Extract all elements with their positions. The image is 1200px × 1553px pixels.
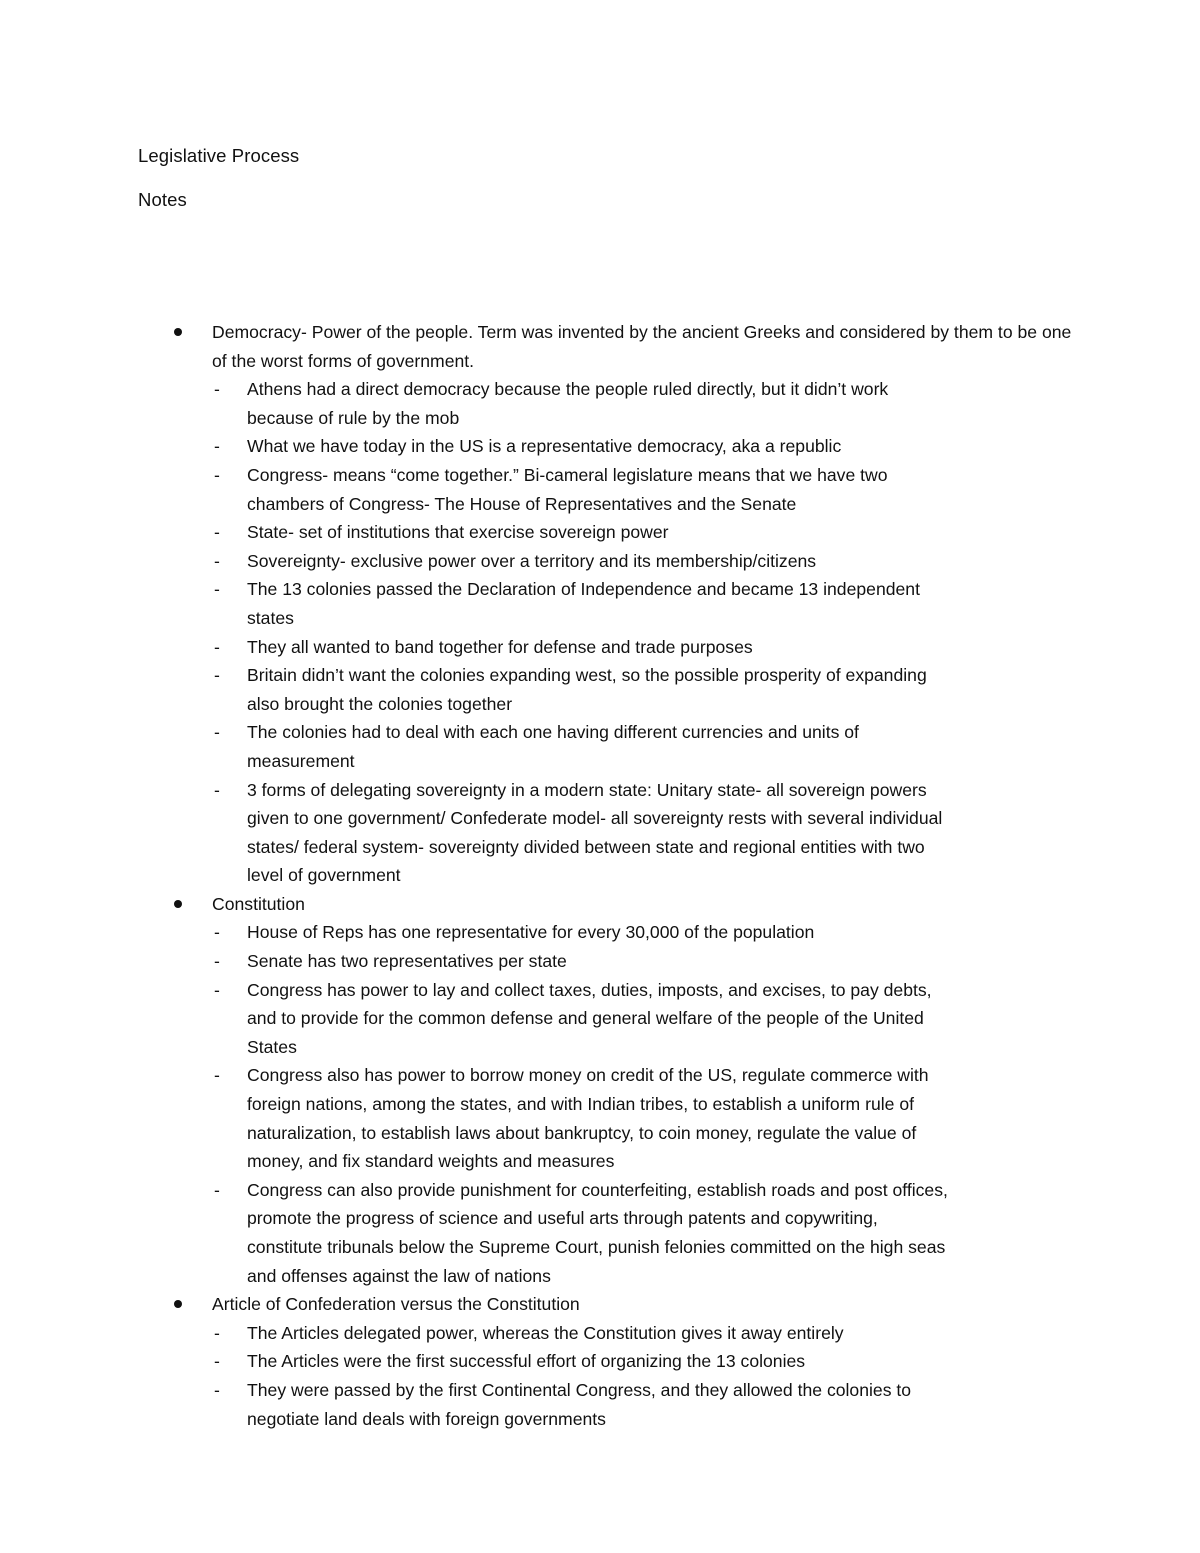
dash-marker: - xyxy=(214,979,220,1000)
dash-marker: - xyxy=(214,379,220,400)
bullet-dot-icon xyxy=(174,328,182,336)
sub-list-item xyxy=(0,776,1080,890)
sub-list-item xyxy=(0,547,1080,576)
document-title: Legislative Process xyxy=(138,145,300,166)
sub-list-item xyxy=(0,518,1080,547)
sub-item-text: House of Reps has one representative for every 30,000 of the population xyxy=(247,922,815,943)
sub-list xyxy=(212,918,1080,1290)
sub-item-text: Congress also has power to borrow money on credit of the US, regulate commerce with foreign nations, among the states, and with Indian tribes, to establish a uniform rule of naturalization, to establish laws about bankruptcy, to coin money, regulate the value of money, and fix standard weights and measures xyxy=(247,1065,929,1172)
sub-list-item xyxy=(0,976,1080,1062)
dash-marker: - xyxy=(214,464,220,485)
sub-item-text: What we have today in the US is a representative democracy, aka a republic xyxy=(247,436,842,457)
bullet-dot-icon xyxy=(174,900,182,908)
bullet-heading: Article of Confederation versus the Constitution xyxy=(212,1294,580,1315)
sub-item-text: 3 forms of delegating sovereignty in a modern state: Unitary state- all sovereign powers given to one government/ Confederate model- all sovereignty rests with several individual states/ federal system- sovereignty divided between state and regional entities with two level of government xyxy=(247,779,943,886)
sub-list xyxy=(212,1319,1080,1433)
notes-list xyxy=(0,318,1200,1433)
sub-item-text: The 13 colonies passed the Declaration of Independence and became 13 independent states xyxy=(247,579,920,628)
dash-marker: - xyxy=(214,1351,220,1372)
sub-list xyxy=(212,375,1080,890)
sub-item-text: Congress has power to lay and collect taxes, duties, imposts, and excises, to pay debts, and to provide for the common defense and general welfare of the people of the United States xyxy=(247,979,932,1057)
sub-item-text: Sovereignty- exclusive power over a territory and its membership/citizens xyxy=(247,550,817,571)
dash-marker: - xyxy=(214,1179,220,1200)
sub-list-item xyxy=(0,1347,1080,1376)
sub-item-text: The Articles were the first successful effort of organizing the 13 colonies xyxy=(247,1351,806,1372)
bullet-heading: Democracy- Power of the people. Term was invented by the ancient Greeks and considered by them to be one of the worst forms of government. xyxy=(212,322,1072,371)
sub-item-text: The Articles delegated power, whereas the Constitution gives it away entirely xyxy=(247,1322,844,1343)
bullet-item xyxy=(0,1290,1200,1433)
dash-marker: - xyxy=(214,579,220,600)
dash-marker: - xyxy=(214,665,220,686)
sub-list-item xyxy=(0,947,1080,976)
dash-marker: - xyxy=(214,951,220,972)
dash-marker: - xyxy=(214,779,220,800)
sub-item-text: State- set of institutions that exercise sovereign power xyxy=(247,522,669,543)
sub-item-text: Congress- means “come together.” Bi-cameral legislature means that we have two chambers of Congress- The House of Representatives and the Senate xyxy=(247,464,888,514)
sub-item-text: Britain didn’t want the colonies expanding west, so the possible prosperity of expanding also brought the colonies together xyxy=(247,665,927,714)
sub-list-item xyxy=(0,1376,1080,1433)
sub-item-text: Senate has two representatives per state xyxy=(247,951,567,972)
sub-list-item xyxy=(0,718,1080,775)
sub-list-item xyxy=(0,1176,1080,1290)
dash-marker: - xyxy=(214,522,220,543)
dash-marker: - xyxy=(214,436,220,457)
sub-list-item xyxy=(0,575,1080,632)
sub-item-text: They were passed by the first Continental Congress, and they allowed the colonies to negotiate land deals with foreign governments xyxy=(247,1379,912,1429)
sub-list-item xyxy=(0,633,1080,662)
dash-marker: - xyxy=(214,1065,220,1086)
dash-marker: - xyxy=(214,636,220,657)
sub-list-item xyxy=(0,1319,1080,1348)
sub-list-item xyxy=(0,375,1080,432)
sub-list-item xyxy=(0,432,1080,461)
dash-marker: - xyxy=(214,922,220,943)
sub-list-item xyxy=(0,661,1080,718)
dash-marker: - xyxy=(214,1379,220,1400)
dash-marker: - xyxy=(214,722,220,743)
bullet-dot-icon xyxy=(174,1300,182,1308)
sub-item-text: They all wanted to band together for defense and trade purposes xyxy=(247,636,753,657)
dash-marker: - xyxy=(214,1322,220,1343)
bullet-heading: Constitution xyxy=(212,893,305,914)
bullet-item xyxy=(0,318,1200,890)
bullet-item xyxy=(0,890,1200,1290)
sub-list-item xyxy=(0,1061,1080,1175)
dash-marker: - xyxy=(214,550,220,571)
sub-list-item xyxy=(0,461,1080,518)
sub-item-text: Congress can also provide punishment for counterfeiting, establish roads and post offices, promote the progress of science and useful arts through patents and copywriting, constitute tribunals below the Supreme Court, punish felonies committed on the high seas and offenses against the law of nations xyxy=(247,1179,948,1286)
document-subtitle: Notes xyxy=(138,189,187,210)
sub-item-text: Athens had a direct democracy because the people ruled directly, but it didn’t work because of rule by the mob xyxy=(247,379,889,428)
sub-list-item xyxy=(0,918,1080,947)
sub-item-text: The colonies had to deal with each one having different currencies and units of measurement xyxy=(247,722,859,771)
